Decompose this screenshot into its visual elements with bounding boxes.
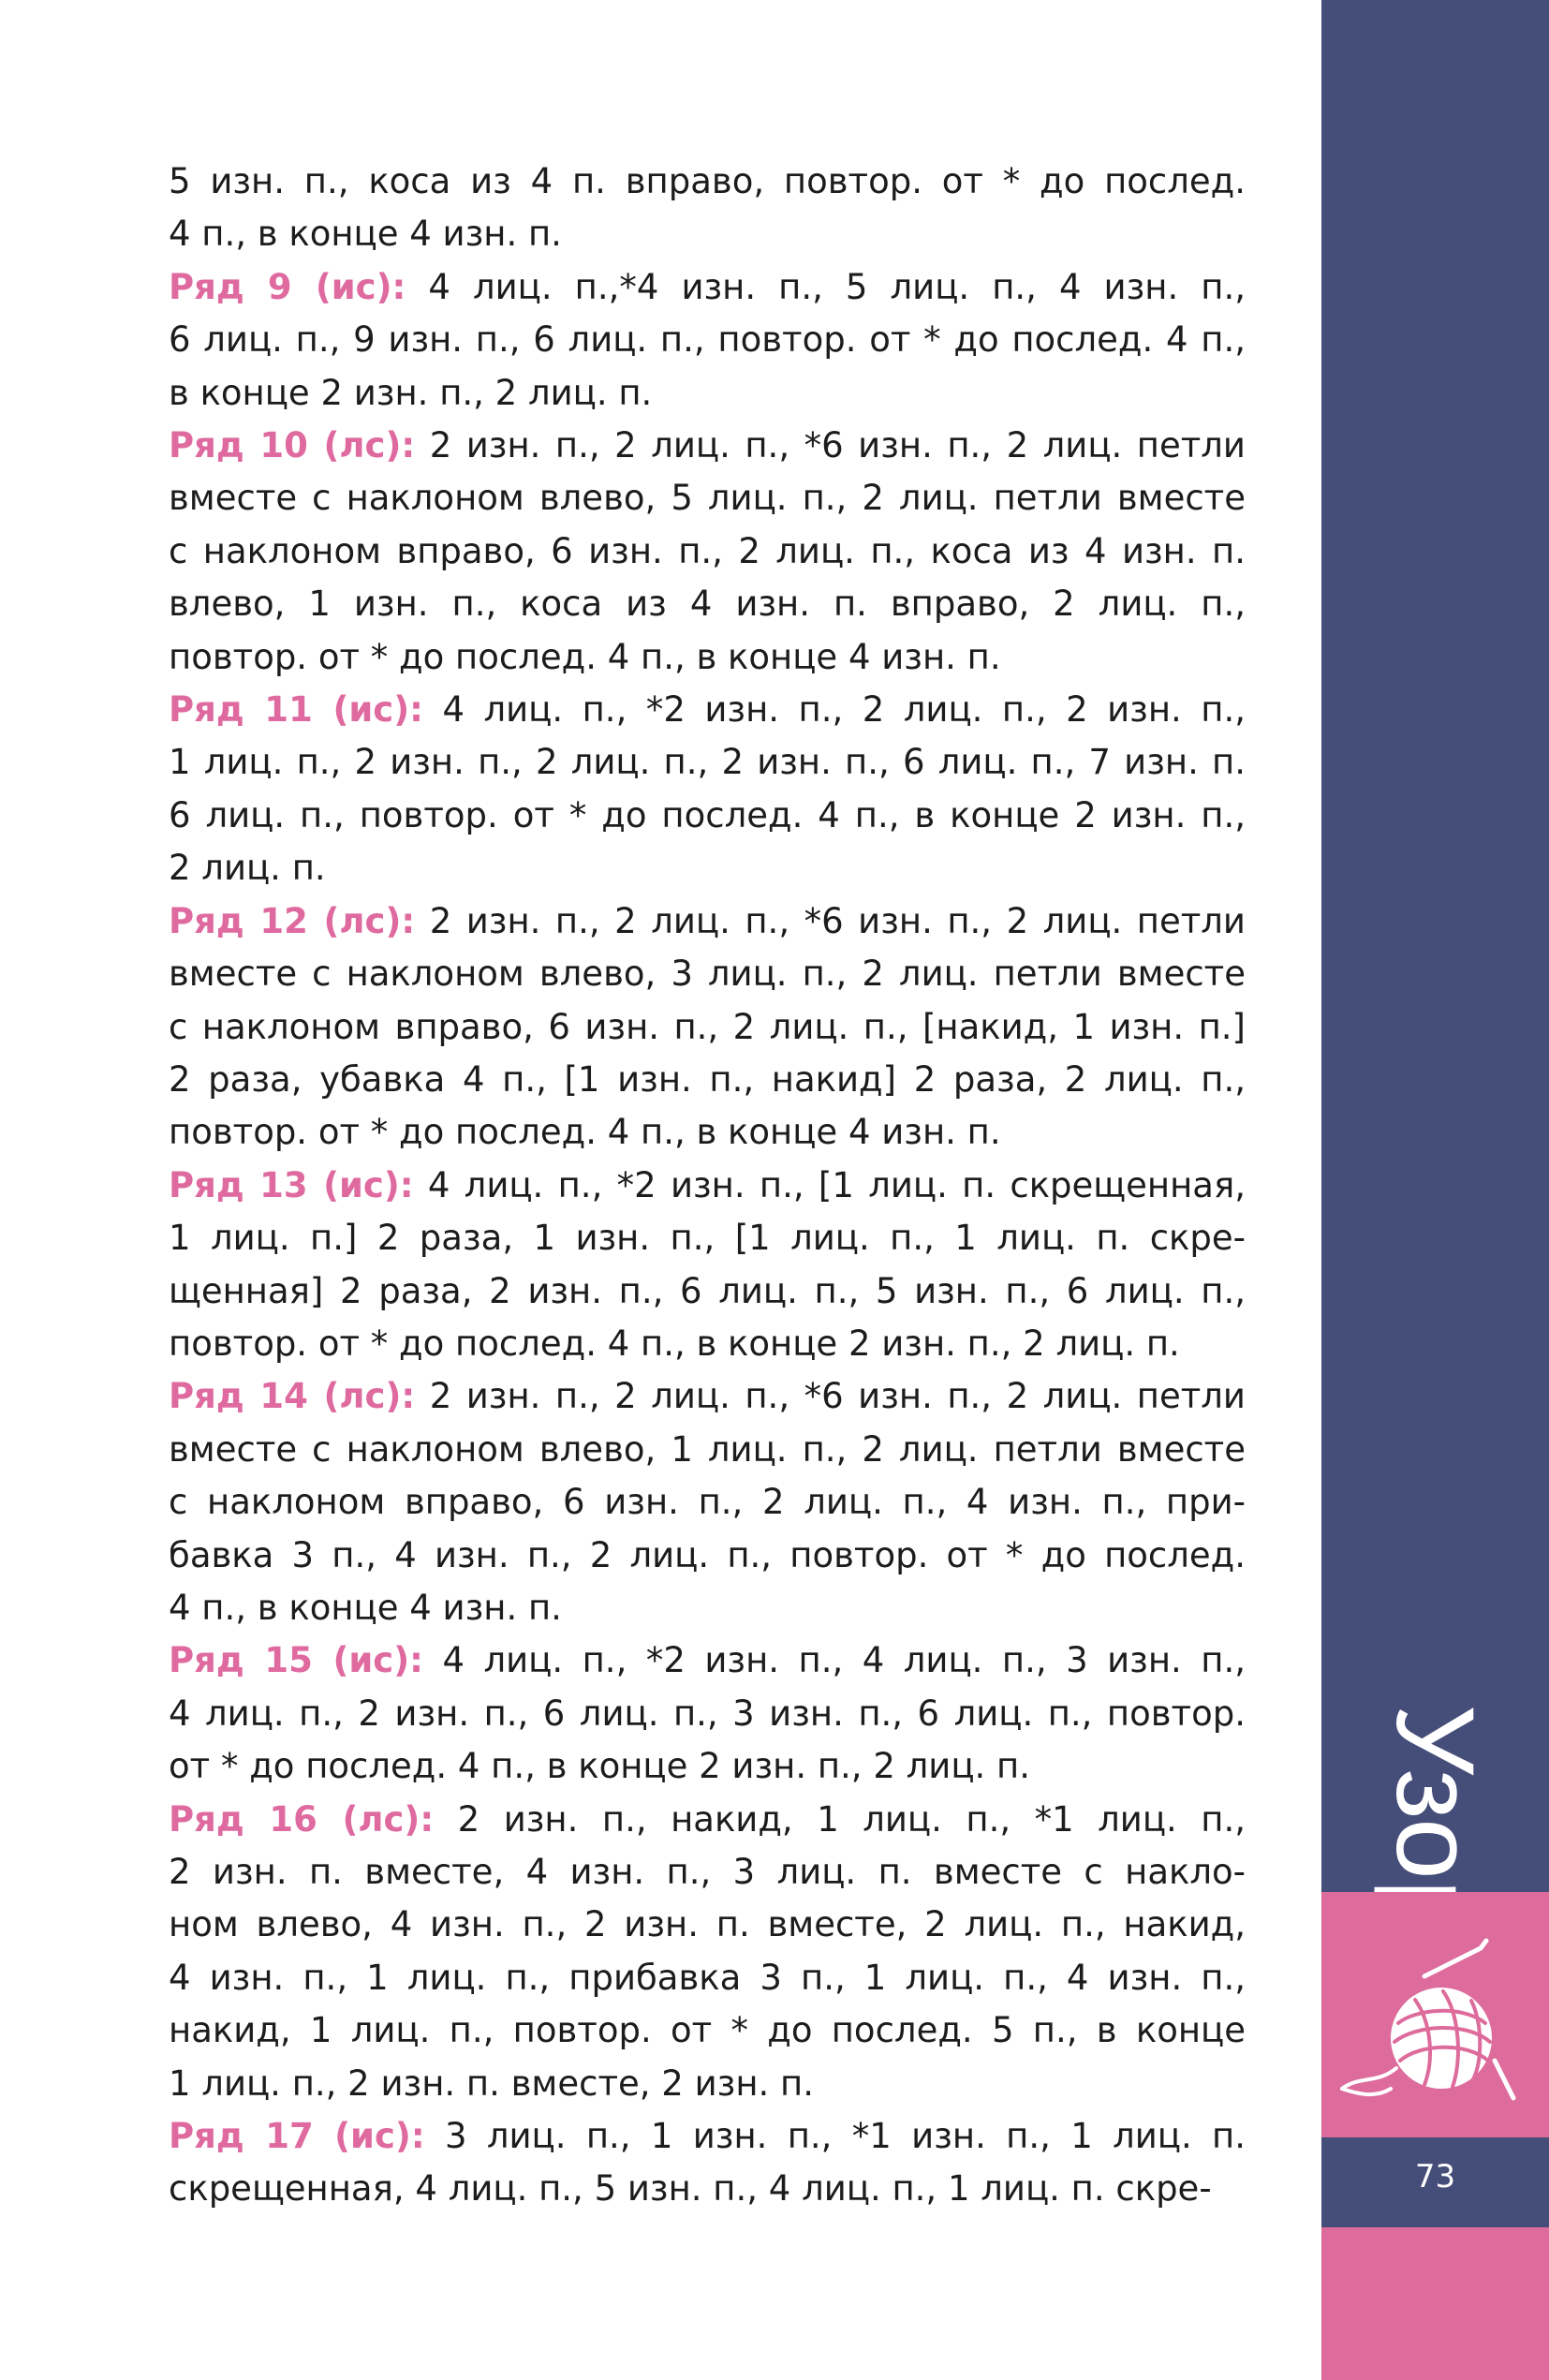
line-text: 2 изн. п. вместе, 4 изн. п., 3 лиц. п. вместе с накло-	[169, 1852, 1246, 1892]
line-text: скрещенная, 4 лиц. п., 5 изн. п., 4 лиц. п., 1 лиц. п. скре-	[169, 2168, 1212, 2210]
sidebar-band-pink	[1321, 1892, 1549, 2137]
text-line	[169, 1001, 1246, 1054]
line-text: с наклоном вправо, 6 изн. п., 2 лиц. п., коса из 4 изн. п.	[169, 530, 1246, 571]
text-line	[169, 1106, 1246, 1159]
text-line	[169, 1582, 1246, 1634]
text-line	[169, 1424, 1246, 1476]
text-line	[169, 261, 1246, 314]
text-line	[169, 1794, 1246, 1846]
text-line	[169, 948, 1246, 1000]
line-text: 4 п., в конце 4 изн. п.	[169, 214, 562, 255]
text-line	[169, 790, 1246, 842]
text-line	[169, 525, 1246, 578]
line-text: 6 лиц. п., 9 изн. п., 6 лиц. п., повтор. от * до послед. 4 п.,	[169, 319, 1246, 361]
text-line	[169, 2004, 1246, 2057]
line-text: 2 раза, убавка 4 п., [1 изн. п., накид] 2 раза, 2 лиц. п.,	[169, 1058, 1246, 1100]
line-text: 6 лиц. п., повтор. от * до послед. 4 п., в конце 2 изн. п.,	[169, 794, 1246, 835]
line-text: 4 лиц. п., *2 изн. п., 4 лиц. п., 3 изн. п.,	[442, 1640, 1246, 1681]
line-text: в конце 2 изн. п., 2 лиц. п.	[169, 372, 653, 413]
text-line	[169, 1740, 1246, 1793]
row-label: Ряд 9 (ис):	[169, 266, 406, 307]
line-text: 2 лиц. п.	[169, 848, 326, 889]
line-text: 4 п., в конце 4 изн. п.	[169, 1587, 562, 1628]
text-line	[169, 1634, 1246, 1687]
line-text: щенная] 2 раза, 2 изн. п., 6 лиц. п., 5 изн. п., 6 лиц. п.,	[169, 1270, 1246, 1311]
text-line	[169, 1476, 1246, 1529]
line-text: от * до послед. 4 п., в конце 2 изн. п., 2 лиц. п.	[169, 1746, 1030, 1787]
yarn-ball-with-crochet-hook-icon	[1321, 1911, 1549, 2136]
sidebar-band-navy	[1321, 0, 1549, 1892]
text-line	[169, 736, 1246, 789]
line-text: 1 лиц. п.] 2 раза, 1 изн. п., [1 лиц. п., 1 лиц. п. скре-	[169, 1218, 1246, 1259]
line-text: повтор. от * до послед. 4 п., в конце 4 изн. п.	[169, 1112, 1001, 1153]
line-text: 4 изн. п., 1 лиц. п., прибавка 3 п., 1 лиц. п., 4 изн. п.,	[169, 1957, 1246, 1998]
text-line	[169, 1318, 1246, 1370]
row-label: Ряд 10 (лс):	[169, 425, 416, 466]
row-label: Ряд 11 (ис):	[169, 689, 423, 731]
line-text: 3 лиц. п., 1 изн. п., *1 изн. п., 1 лиц. п.	[444, 2116, 1246, 2157]
text-line	[169, 420, 1246, 472]
line-text: 2 изн. п., 2 лиц. п., *6 изн. п., 2 лиц. петли	[429, 1376, 1246, 1417]
text-line	[169, 842, 1246, 894]
row-label: Ряд 16 (лс):	[169, 1798, 435, 1840]
line-text: 5 изн. п., коса из 4 п. вправо, повтор. от * до послед.	[169, 161, 1246, 201]
text-line	[169, 367, 1246, 420]
text-line	[169, 314, 1246, 366]
line-text: вместе с наклоном влево, 3 лиц. п., 2 лиц. петли вместе	[169, 953, 1246, 995]
text-line	[169, 472, 1246, 525]
sidebar	[1321, 0, 1549, 2380]
line-text: бавка 3 п., 4 изн. п., 2 лиц. п., повтор. от * до послед.	[169, 1534, 1246, 1575]
line-text: с наклоном вправо, 6 изн. п., 2 лиц. п., [накид, 1 изн. п.]	[169, 1006, 1246, 1047]
text-line	[169, 578, 1246, 630]
line-text: с наклоном вправо, 6 изн. п., 2 лиц. п., 4 изн. п., при-	[169, 1482, 1246, 1523]
line-text: 2 изн. п., накид, 1 лиц. п., *1 лиц. п.,	[457, 1798, 1246, 1840]
line-text: ном влево, 4 изн. п., 2 изн. п. вместе, 2 лиц. п., накид,	[169, 1904, 1246, 1945]
line-text: повтор. от * до послед. 4 п., в конце 2 изн. п., 2 лиц. п.	[169, 1323, 1180, 1364]
text-line	[169, 1212, 1246, 1264]
text-line	[169, 1054, 1246, 1106]
text-line	[169, 2163, 1246, 2215]
text-line	[169, 1899, 1246, 1951]
line-text: 4 лиц. п.,*4 изн. п., 5 лиц. п., 4 изн. п.,	[428, 266, 1246, 307]
row-label: Ряд 14 (лс):	[169, 1376, 416, 1417]
text-line	[169, 684, 1246, 736]
row-label: Ряд 12 (лс):	[169, 900, 416, 941]
text-line	[169, 631, 1246, 684]
text-line	[169, 1265, 1246, 1318]
line-text: накид, 1 лиц. п., повтор. от * до послед. 5 п., в конце	[169, 2010, 1246, 2051]
text-line	[169, 2058, 1246, 2110]
line-text: 2 изн. п., 2 лиц. п., *6 изн. п., 2 лиц. петли	[429, 900, 1246, 941]
line-text: 4 лиц. п., 2 изн. п., 6 лиц. п., 3 изн. п., 6 лиц. п., повтор.	[169, 1693, 1246, 1734]
line-text: вместе с наклоном влево, 1 лиц. п., 2 лиц. петли вместе	[169, 1428, 1246, 1470]
text-line	[169, 895, 1246, 948]
line-text: влево, 1 изн. п., коса из 4 изн. п. вправо, 2 лиц. п.,	[169, 584, 1246, 625]
line-text: повтор. от * до послед. 4 п., в конце 4 изн. п.	[169, 636, 1001, 677]
text-line	[169, 1530, 1246, 1582]
line-text: 1 лиц. п., 2 изн. п. вместе, 2 изн. п.	[169, 2062, 814, 2104]
line-text: 1 лиц. п., 2 изн. п., 2 лиц. п., 2 изн. п., 6 лиц. п., 7 изн. п.	[169, 742, 1246, 783]
text-line	[169, 155, 1246, 208]
text-line	[169, 2110, 1246, 2163]
text-line	[169, 1160, 1246, 1212]
line-text: вместе с наклоном влево, 5 лиц. п., 2 лиц. петли вместе	[169, 478, 1246, 519]
row-label: Ряд 13 (ис):	[169, 1164, 414, 1205]
text-line	[169, 1370, 1246, 1423]
text-line	[169, 1688, 1246, 1740]
line-text: 4 лиц. п., *2 изн. п., [1 лиц. п. скрещенная,	[427, 1164, 1246, 1205]
sidebar-band-pink-bottom	[1321, 2227, 1549, 2380]
text-line	[169, 1846, 1246, 1899]
line-text: 4 лиц. п., *2 изн. п., 2 лиц. п., 2 изн. п.,	[442, 689, 1246, 731]
text-line	[169, 208, 1246, 260]
row-label: Ряд 15 (ис):	[169, 1640, 423, 1681]
row-label: Ряд 17 (ис):	[169, 2116, 425, 2157]
line-text: 2 изн. п., 2 лиц. п., *6 изн. п., 2 лиц. петли	[429, 425, 1246, 466]
pattern-instructions	[169, 155, 1246, 2216]
page-number: 73	[1414, 2158, 1456, 2195]
text-line	[169, 1952, 1246, 2004]
